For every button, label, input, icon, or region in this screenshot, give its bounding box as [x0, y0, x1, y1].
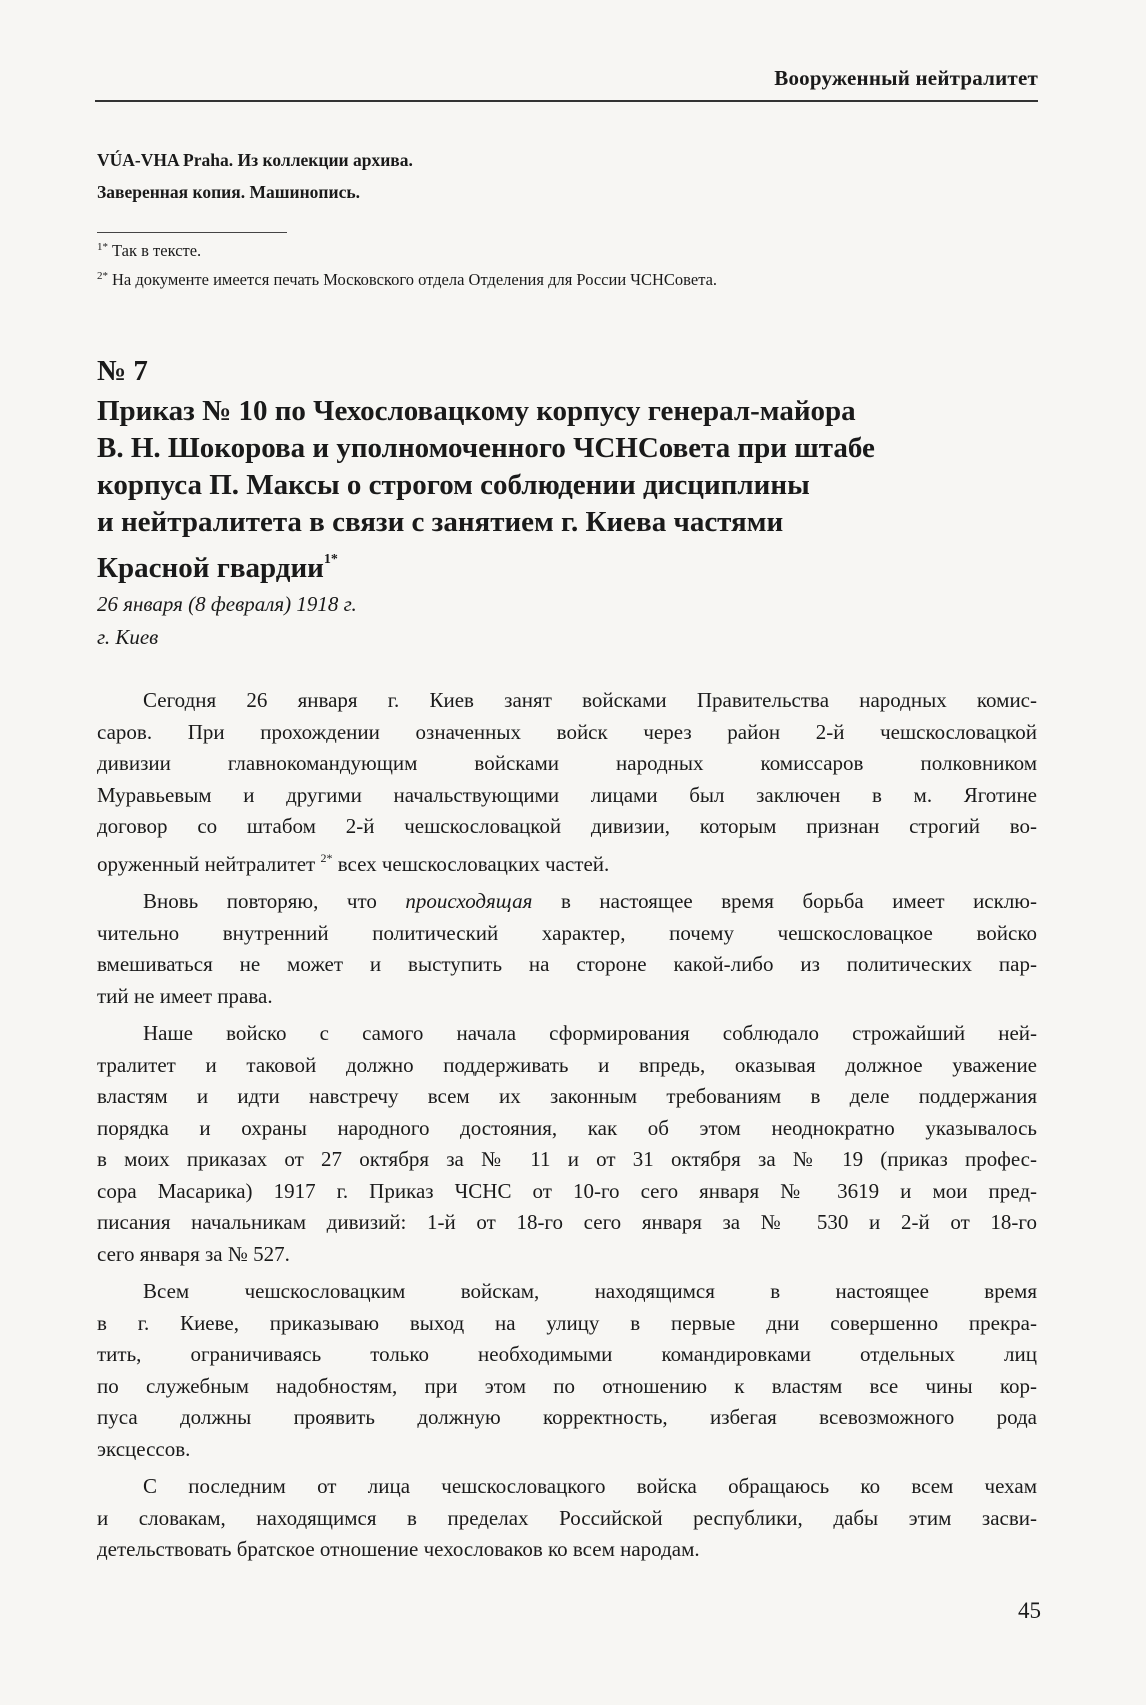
- text-line: эксцессов.: [97, 1436, 191, 1461]
- text-fragment: оруженный нейтралитет: [97, 851, 316, 876]
- paragraph: [97, 1276, 1037, 1465]
- page-number: 45: [1018, 1598, 1041, 1623]
- document-date: 26 января (8 февраля) 1918 г.: [97, 592, 357, 616]
- text-line: саров. При прохождении означенных войск через район 2-й чешскословацкой: [97, 719, 1037, 744]
- paragraph: [97, 886, 1037, 1012]
- text-line: тий не имеет права.: [97, 983, 273, 1008]
- footnote-mark: 2*: [97, 270, 108, 282]
- text-line: детельствовать братское отношение чехословаков ко всем народам.: [97, 1537, 700, 1561]
- text-line: в моих приказах от 27 октября за № 11 и от 31 октября за № 19 (приказ профес-: [97, 1147, 1037, 1171]
- text-fragment: Вновь повторяю, что: [143, 889, 377, 913]
- document-place: г. Киев: [97, 625, 159, 649]
- text-line: договор со штабом 2-й чешскословацкой дивизии, которым признан строгий во-: [97, 814, 1037, 838]
- footnote-2: [97, 270, 717, 290]
- header-rule: [95, 100, 1038, 102]
- footnote-rule: [97, 232, 287, 233]
- title-line-text: Красной гвардии: [97, 552, 324, 584]
- text-line: Сегодня 26 января г. Киев занят войсками Правительства народных комис-: [143, 688, 1037, 712]
- footnote-text: На документе имеется печать Московского отдела Отделения для России ЧСНСовета.: [112, 270, 718, 289]
- copy-type: Заверенная копия. Машинопись.: [97, 182, 360, 202]
- document-body: [97, 685, 1037, 1572]
- text-line: вмешиваться не может и выступить на стороне какой-либо из политических пар-: [97, 952, 1037, 976]
- title-line: Приказ № 10 по Чехословацкому корпусу генерал-майора: [97, 395, 856, 427]
- text-line: С последним от лица чешскословацкого войска обращаюсь ко всем чехам: [143, 1474, 1037, 1498]
- text-fragment: в настоящее время борьба имеет исклю-: [560, 889, 1037, 913]
- text-line: порядка и охраны народного достояния, как об этом неоднократно указывалось: [97, 1115, 1037, 1140]
- paragraph: [97, 1018, 1037, 1270]
- footnote-ref: 2*: [320, 850, 333, 865]
- text-line: тралитет и таковой должно поддерживать и впредь, оказывая должное уважение: [97, 1052, 1037, 1077]
- footnote-text: Так в тексте.: [112, 241, 202, 260]
- text-line: писания начальникам дивизий: 1-й от 18-го сего января за № 530 и 2-й от 18-го: [97, 1210, 1037, 1234]
- text-line: пуса должны проявить должную корректность, избегая всевозможного рода: [97, 1405, 1037, 1429]
- title-line: [97, 541, 947, 587]
- text-fragment: всех чешскословацких частей.: [337, 851, 610, 876]
- text-line: [97, 886, 1037, 918]
- text-line: сора Масарика) 1917 г. Приказ ЧСНС от 10-го сего января № 3619 и мои пред-: [97, 1178, 1037, 1203]
- archive-source: VÚA-VHA Praha. Из коллекции архива.: [97, 150, 413, 170]
- text-line: по служебным надобностям, при этом по отношению к властям все чины кор-: [97, 1373, 1037, 1398]
- paragraph: [97, 685, 1037, 880]
- footnote-1: [97, 241, 201, 261]
- title-footnote-mark: 1*: [323, 552, 338, 567]
- title-line: и нейтралитета в связи с занятием г. Киева частями: [97, 506, 784, 538]
- text-line: тить, ограничиваясь только необходимыми командировками отдельных лиц: [97, 1342, 1037, 1366]
- text-line: [97, 843, 1037, 881]
- text-line: Наше войско с самого начала сформирования соблюдало строжайший ней-: [143, 1021, 1037, 1045]
- running-head: Вооруженный нейтралитет: [774, 66, 1038, 90]
- text-line: чительно внутренний политический характер, почему чешскословацкое войско: [97, 920, 1037, 945]
- footnote-mark: 1*: [97, 241, 108, 253]
- text-line: и словакам, находящимся в пределах Российской республики, дабы этим засви-: [97, 1505, 1037, 1530]
- text-line: властям и идти навстречу всем их законным требованиям в деле поддержания: [97, 1084, 1037, 1108]
- document-title: [97, 393, 947, 587]
- text-line: в г. Киеве, приказываю выход на улицу в первые дни совершенно прекра-: [97, 1310, 1037, 1335]
- paragraph: [97, 1471, 1037, 1566]
- emphasized-word: происходящая: [405, 889, 533, 913]
- text-line: сего января за № 527.: [97, 1241, 290, 1266]
- text-line: Муравьевым и другими начальствующими лицами был заключен в м. Яготине: [97, 782, 1037, 807]
- document-number: № 7: [97, 355, 148, 387]
- text-line: Всем чешскословацким войскам, находящимся в настоящее время: [143, 1279, 1037, 1303]
- text-line: дивизии главнокомандующим войсками народных комиссаров полковником: [97, 751, 1037, 775]
- title-line: В. Н. Шокорова и уполномоченного ЧСНСовета при штабе: [97, 432, 875, 464]
- title-line: корпуса П. Максы о строгом соблюдении дисциплины: [97, 469, 810, 501]
